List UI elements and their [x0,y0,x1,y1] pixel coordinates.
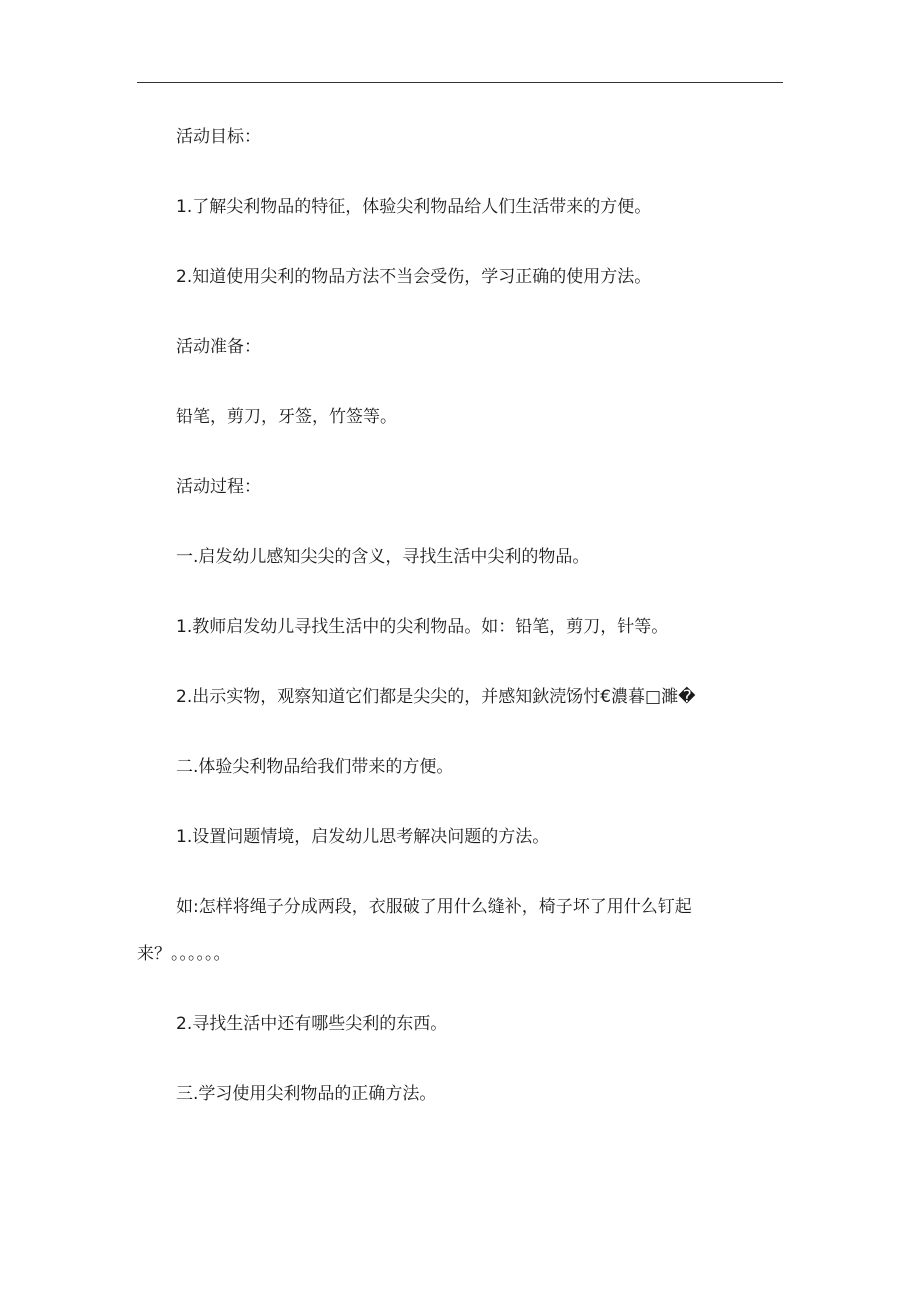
goal-item-2: 2.知道使用尖利的物品方法不当会受伤，学习正确的使用方法。 [176,267,652,287]
process-example: 如:怎样将绳子分成两段，衣服破了用什么缝补，椅子坏了用什么钉起 [176,897,692,917]
preparation-materials: 铅笔，剪刀，牙签，竹签等。 [176,407,397,427]
process-step-1-1: 1.教师启发幼儿寻找生活中的尖利物品。如：铅笔，剪刀，针等。 [176,617,669,637]
process-example-continued: 来？。。。。。。 [137,944,231,964]
heading-activity-preparation: 活动准备： [176,337,261,357]
process-section-2: 二.体验尖利物品给我们带来的方便。 [176,757,454,777]
process-step-2-1: 1.设置问题情境，启发幼儿思考解决问题的方法。 [176,827,550,847]
goal-item-1: 1.了解尖利物品的特征，体验尖利物品给人们生活带来的方便。 [176,197,652,217]
process-step-1-2: 2.出示实物，观察知道它们都是尖尖的，并感知鈥涜饧忖€濃暮□濉� [176,687,696,707]
heading-activity-process: 活动过程： [176,477,261,497]
heading-activity-goals: 活动目标： [176,127,261,147]
process-section-3: 三.学习使用尖利物品的正确方法。 [176,1084,437,1104]
header-rule [137,82,783,83]
process-section-1: 一.启发幼儿感知尖尖的含义，寻找生活中尖利的物品。 [176,547,590,567]
process-step-2-2: 2.寻找生活中还有哪些尖利的东西。 [176,1014,448,1034]
